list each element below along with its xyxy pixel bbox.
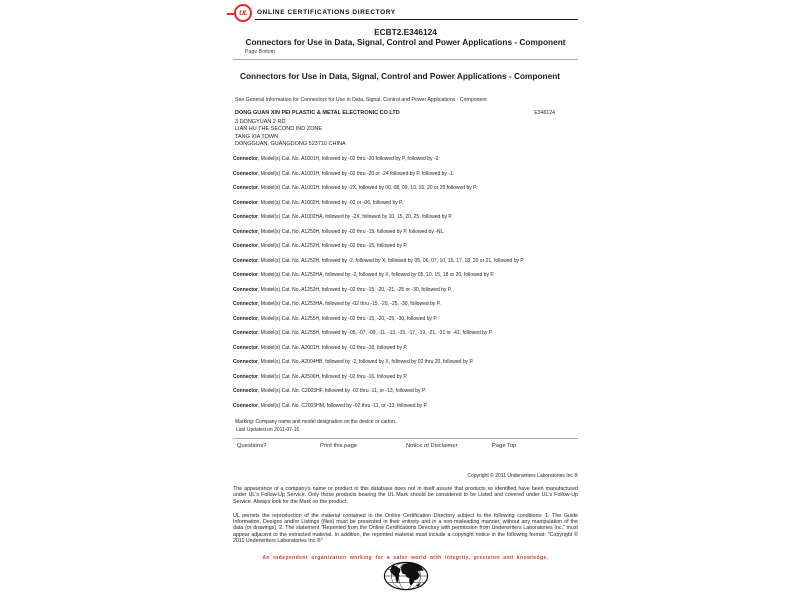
listing-text: , Model(s) Cat. No. A1255H, followed by -05, -07, -09, -11, -13, -15, -17, -19, -21, -31 or -41, followed by P. xyxy=(258,330,493,336)
listing-product-type: Connector xyxy=(233,170,258,177)
listings-list xyxy=(233,153,578,414)
listing-row xyxy=(233,269,578,284)
listing-row xyxy=(233,298,578,313)
listing-product-type: Connector xyxy=(233,243,258,249)
listing-row xyxy=(233,168,578,183)
company-address xyxy=(235,119,346,149)
listing-text: , Model(s) Cat. No. A1250H, followed by -02 thru -15, followed by P, followed by -NL. xyxy=(258,228,445,235)
reproduction-permission-paragraph: UL permits the reproduction of the material contained in the Online Certification Directory subject to the following conditions: 1. The Guide Information, Designs and/or Listings (files) must be presented in their entirety and in a non-misleading manner, without any manipulation of the data (or drawings). 2. The statement "Reprinted from the Online Certifications Directory with permission from Underwriters Laboratories Inc." must appear adjacent to the extracted material. In addition, the reprinted material must include a copyright notice in the following format: "Copyright © 2011 Underwriters Laboratories Inc.®" xyxy=(233,513,578,544)
listing-text: , Model(s) Cat. No. A1001H, followed by -02 thru -20 followed by P, followed by -2. xyxy=(258,156,440,162)
listing-text: , Model(s) Cat. No. A1002H, followed by -02 or -06, followed by P. xyxy=(258,199,404,206)
document-title: Connectors for Use in Data, Signal, Control and Power Applications - Component xyxy=(245,37,566,47)
listing-product-type: Connector xyxy=(233,402,258,409)
notice-of-disclaimer-link[interactable]: Notice of Disclaimer xyxy=(406,443,458,449)
listing-text: , Model(s) Cat. No. A1252HA, followed by -2, followed by X, followed by 05, 10, 15, 18 or 20, followed by P. xyxy=(258,272,495,278)
listing-text: , Model(s) Cat. No. A1002HA, followed by -2X, followed by 10, 15, 20, 25, followed by P. xyxy=(258,214,453,220)
listing-product-type: Connector xyxy=(233,214,258,220)
globe-icon xyxy=(383,561,429,591)
listing-text: , Model(s) Cat. No. A2506H, followed by -02 thru -16, followed by P. xyxy=(258,373,408,380)
page-content xyxy=(233,0,578,602)
listing-row xyxy=(233,226,578,241)
copyright-line: Copyright © 2011 Underwriters Laboratories Inc.® xyxy=(467,473,578,479)
listing-row xyxy=(233,240,578,255)
listing-product-type: Connector xyxy=(233,228,258,235)
page-bottom-link[interactable]: Page Bottom xyxy=(245,48,275,55)
listing-row xyxy=(233,356,578,371)
ul-tagline: An independent organization working for a safer world with integrity, precision and knowledge. xyxy=(262,555,549,561)
listing-text: , Model(s) Cat. No. A1253H, followed by -02 thru -15, -20, -21, -25 or -30, followed by P. xyxy=(258,286,452,293)
ul-logo-icon xyxy=(234,4,252,22)
listing-row xyxy=(233,371,578,386)
listing-product-type: Connector xyxy=(233,185,258,191)
listing-product-type: Connector xyxy=(233,373,258,380)
listing-row xyxy=(233,197,578,212)
listing-text: , Model(s) Cat. No. A1001H, followed by -2X, followed by 06, 08, 09, 10, 15, 20 or 25 followed by P. xyxy=(258,185,478,191)
listing-product-type: Connector xyxy=(233,257,258,264)
listing-row xyxy=(233,182,578,197)
listing-text: , Model(s) Cat. No. A1252H, followed by -02 thru -15, followed by P. xyxy=(258,243,408,249)
listing-text: , Model(s) Cat. No. A1252H, followed by -2, followed by X, followed by 05, 06, 07, 10, 15, 17, 18, 20 or 21, followed by P. xyxy=(258,257,525,264)
bottom-divider xyxy=(233,438,578,439)
print-page-link[interactable]: Print this page xyxy=(320,443,358,449)
header-rule xyxy=(255,19,578,21)
top-divider xyxy=(233,59,578,60)
listing-row xyxy=(233,385,578,400)
address-line: LIAN HU THE SECOND IND ZONE xyxy=(235,126,322,132)
listing-product-type: Connector xyxy=(233,199,258,206)
listing-row xyxy=(233,284,578,299)
listing-product-type: Connector xyxy=(233,301,258,307)
listing-product-type: Connector xyxy=(233,315,258,322)
disclaimer-paragraph: The appearance of a company's name or product in this database does not in itself assure that products so identified have been manufactured under UL's Follow-Up Service. Only those products bearing the UL Mark should be considered to be Listed and covered under UL's Follow-Up Service. Always look for the Mark on the product. xyxy=(233,486,578,505)
listing-text: , Model(s) Cat. No. A2004HB, followed by -2, followed by X, followed by 02 thru 20, followed by P. xyxy=(258,359,474,365)
listing-row xyxy=(233,327,578,342)
listing-product-type: Connector xyxy=(233,344,258,351)
address-line: TANG XIA TOWN xyxy=(235,133,279,140)
company-name: DONG GUAN XIN PEI PLASTIC & METAL ELECTRONIC CO LTD xyxy=(235,110,400,116)
questions-link[interactable]: Questions? xyxy=(237,443,267,449)
listing-text: , Model(s) Cat. No. A1253HA, followed by -02 thru -15, -20, -25, -30, followed by P. xyxy=(258,301,441,307)
directory-title: ONLINE CERTIFICATIONS DIRECTORY xyxy=(257,9,396,16)
listing-row xyxy=(233,211,578,226)
listing-text: , Model(s) Cat. No. C2003HM, followed by -02 thru -11, or -13, followed by P. xyxy=(258,402,428,409)
listing-text: , Model(s) Cat. No. A1001H, followed by -02 thru -20 or -24 followed by P, followed by -1. xyxy=(258,170,455,177)
listing-row xyxy=(233,400,578,415)
category-file-code: ECBT2.E346124 xyxy=(374,27,437,37)
listing-product-type: Connector xyxy=(233,359,258,365)
listing-text: , Model(s) Cat. No. A2001H, followed by -02 thru -18, followed by P. xyxy=(258,344,408,351)
page-top-link[interactable]: Page Top xyxy=(492,443,517,449)
section-title: Connectors for Use in Data, Signal, Control and Power Applications - Component xyxy=(240,71,561,81)
listing-product-type: Connector xyxy=(233,272,258,278)
listing-text: , Model(s) Cat. No. A1255H, followed by -02 thru -15, -20, -25, -30, followed by P. xyxy=(258,315,438,322)
address-line: 3 DONGYUAN 2 RD xyxy=(235,118,286,125)
listing-row xyxy=(233,313,578,328)
listing-text: , Model(s) Cat. No. C2003HF, followed by -02 thru -11, or -13, followed by P. xyxy=(258,388,426,394)
ul-logo-text: UL xyxy=(238,9,248,17)
general-information-link[interactable]: See General Information for Connectors for Use in Data, Signal, Control and Power Applications - Component xyxy=(235,97,487,103)
listing-product-type: Connector xyxy=(233,388,258,394)
listing-product-type: Connector xyxy=(233,286,258,293)
listing-product-type: Connector xyxy=(233,156,258,162)
logo-dash xyxy=(227,13,234,15)
address-line: DONGGUAN, GUANGDONG 523710 CHINA xyxy=(235,141,346,147)
marking-note: Marking: Company name and model designation on the device or carton. xyxy=(235,419,397,425)
listing-row xyxy=(233,255,578,270)
listing-row xyxy=(233,153,578,168)
last-updated-link[interactable]: Last Updated on 2011-07-16 xyxy=(236,426,300,433)
listing-row xyxy=(233,342,578,357)
file-number: E346124 xyxy=(534,110,555,116)
listing-product-type: Connector xyxy=(233,330,258,336)
